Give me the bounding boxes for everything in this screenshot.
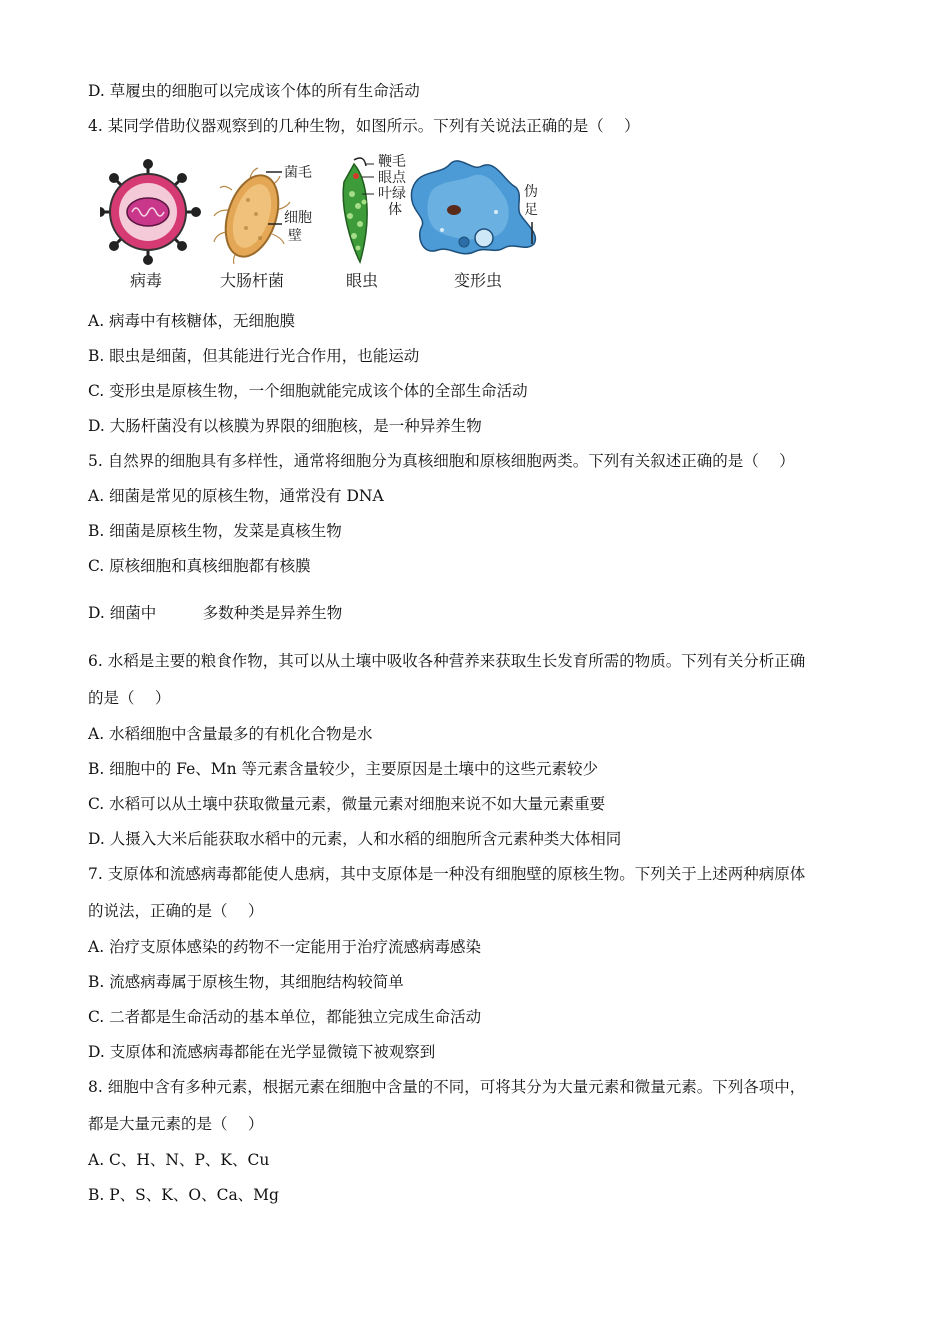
- label-chloroplast-1: 叶绿: [378, 186, 406, 202]
- label-cell-wall-1: 细胞: [284, 210, 312, 226]
- question-5-option-d: D. 细菌中 多数种类是异养生物: [88, 604, 343, 622]
- question-4-option-a: A. 病毒中有核糖体，无细胞膜: [88, 312, 296, 330]
- question-6-stem-line-1: 6. 水稻是主要的粮食作物，其可以从土壤中吸收各种营养来获取生长发育所需的物质。下列有关分析正确: [88, 652, 806, 670]
- label-eyespot: 眼点: [378, 170, 406, 186]
- question-4-option-b: B. 眼虫是细菌，但其能进行光合作用，也能运动: [88, 347, 420, 365]
- question-5-option-b: B. 细菌是原核生物，发菜是真核生物: [88, 522, 342, 540]
- label-pseudopod-2: 足: [524, 202, 538, 218]
- caption-amoeba: 变形虫: [454, 271, 503, 290]
- question-7-option-d: D. 支原体和流感病毒都能在光学显微镜下被观察到: [88, 1043, 436, 1061]
- question-7-option-c: C. 二者都是生命活动的基本单位，都能独立完成生命活动: [88, 1008, 482, 1026]
- question-7-stem-line-1: 7. 支原体和流感病毒都能使人患病，其中支原体是一种没有细胞壁的原核生物。下列关于上述两种病原体: [88, 865, 806, 883]
- question-5-option-c: C. 原核细胞和真核细胞都有核膜: [88, 557, 311, 575]
- question-7-option-a: A. 治疗支原体感染的药物不一定能用于治疗流感病毒感染: [88, 938, 482, 956]
- question-5-stem: 5. 自然界的细胞具有多样性，通常将细胞分为真核细胞和原核细胞两类。下列有关叙述正确的是（ ）: [88, 452, 795, 470]
- question-7-stem-line-2: 的说法，正确的是（ ）: [88, 902, 264, 920]
- caption-ecoli: 大肠杆菌: [220, 271, 285, 290]
- question-8-stem-line-1: 8. 细胞中含有多种元素，根据元素在细胞中含量的不同，可将其分为大量元素和微量元素。下列各项中，: [88, 1078, 806, 1096]
- question-8-option-b: B. P、S、K、O、Ca、Mg: [88, 1186, 279, 1204]
- caption-euglena: 眼虫: [346, 271, 379, 290]
- caption-virus: 病毒: [130, 271, 163, 290]
- question-7-option-b: B. 流感病毒属于原核生物，其细胞结构较简单: [88, 973, 404, 991]
- question-4-option-d: D. 大肠杆菌没有以核膜为界限的细胞核，是一种异养生物: [88, 417, 482, 435]
- line-q3-option-d: D. 草履虫的细胞可以完成该个体的所有生命活动: [88, 82, 420, 100]
- question-4-option-c: C. 变形虫是原核生物，一个细胞就能完成该个体的全部生命活动: [88, 382, 528, 400]
- question-8-option-a: A. C、H、N、P、K、Cu: [88, 1151, 270, 1169]
- question-5-option-a: A. 细菌是常见的原核生物，通常没有 DNA: [88, 487, 384, 505]
- question-6-option-b: B. 细胞中的 Fe、Mn 等元素含量较少，主要原因是土壤中的这些元素较少: [88, 760, 599, 778]
- label-pili: 菌毛: [284, 165, 312, 181]
- label-cell-wall-2: 壁: [288, 228, 302, 244]
- organisms-figure: [100, 150, 550, 295]
- ecoli-drawing: [214, 168, 290, 264]
- question-4-stem: 4. 某同学借助仪器观察到的几种生物，如图所示。下列有关说法正确的是（ ）: [88, 117, 640, 135]
- question-6-option-a: A. 水稻细胞中含量最多的有机化合物是水: [88, 725, 373, 743]
- label-flagellum: 鞭毛: [378, 154, 406, 170]
- label-pseudopod-1: 伪: [524, 184, 538, 200]
- question-8-stem-line-2: 都是大量元素的是（ ）: [88, 1115, 264, 1133]
- question-6-option-d: D. 人摄入大米后能获取水稻中的元素，人和水稻的细胞所含元素种类大体相同: [88, 830, 622, 848]
- euglena-drawing: [343, 158, 374, 262]
- virus-drawing: [100, 159, 201, 265]
- question-6-stem-line-2: 的是（ ）: [88, 689, 171, 707]
- amoeba-drawing: [411, 161, 535, 254]
- label-chloroplast-2: 体: [388, 202, 402, 218]
- question-6-option-c: C. 水稻可以从土壤中获取微量元素，微量元素对细胞来说不如大量元素重要: [88, 795, 606, 813]
